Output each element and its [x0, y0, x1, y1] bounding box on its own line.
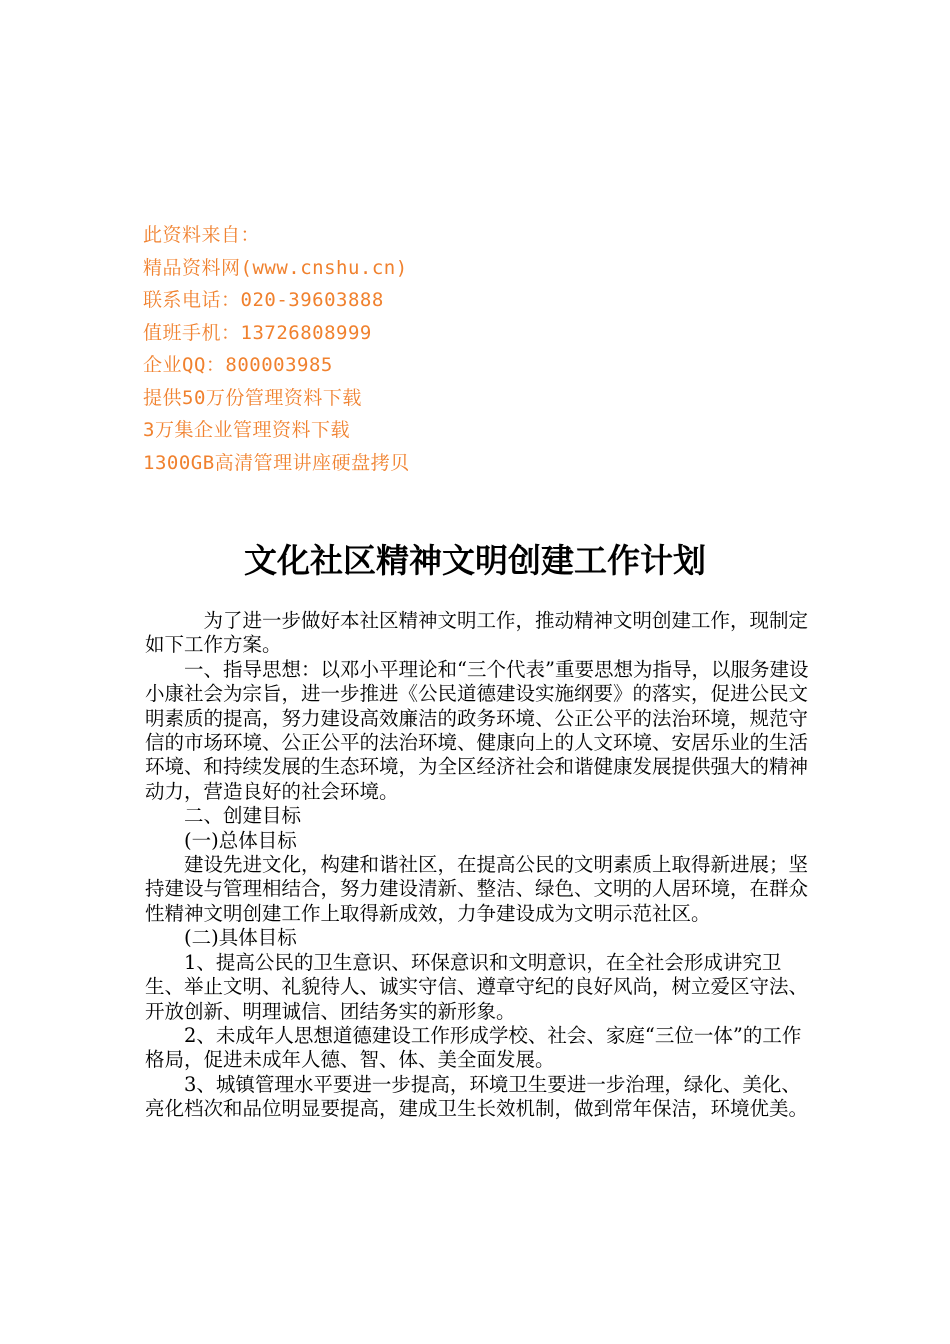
- heading-overall-goal: (一)总体目标: [145, 828, 297, 852]
- source-line-mobile: 值班手机：13726808999: [143, 321, 372, 344]
- paragraph-intro: 为了进一步做好本社区精神文明工作，推动精神文明创建工作，现制定如下工作方案。: [145, 609, 809, 657]
- source-line-intro: 此资料来自：: [143, 224, 261, 246]
- heading-specific-goals: (二)具体目标: [145, 926, 297, 950]
- source-line-qq: 企业QQ：800003985: [143, 354, 333, 376]
- source-line-offer-3: 1300GB高清管理讲座硬盘拷贝: [143, 451, 410, 474]
- source-line-offer-1: 提供50万份管理资料下载: [143, 386, 362, 409]
- source-line-offer-2: 3万集企业管理资料下载: [143, 419, 350, 441]
- source-line-website: 精品资料网(www.cnshu.cn): [143, 256, 408, 279]
- paragraph-guiding-thought: 一、指导思想：以邓小平理论和“三个代表”重要思想为指导，以服务建设小康社会为宗旨，进一步推进《公民道德建设实施纲要》的落实，促进公民文明素质的提高，努力建设高效廉洁的政务环境、公正公平的法治环境，规范守信的市场环境、公正公平的法治环境、健康向上的人文环境、安居乐业的生活环境、和持续发展的生态环境，为全区经济社会和谐健康发展提供强大的精神动力，营造良好的社会环境。: [145, 657, 809, 803]
- paragraph-specific-goal-3: 3、城镇管理水平要进一步提高，环境卫生要进一步治理，绿化、美化、亮化档次和品位明显要提高，建成卫生长效机制，做到常年保洁，环境优美。: [145, 1072, 809, 1121]
- document-title: 文化社区精神文明创建工作计划: [244, 541, 706, 580]
- paragraph-specific-goal-1: 1、提高公民的卫生意识、环保意识和文明意识，在全社会形成讲究卫生、举止文明、礼貌待人、诚实守信、遵章守纪的良好风尚，树立爱区守法、开放创新、明理诚信、团结务实的新形象。: [145, 950, 809, 1023]
- heading-creation-goals: 二、创建目标: [145, 804, 302, 828]
- document-body: [145, 609, 815, 1122]
- source-info-block: [143, 219, 783, 479]
- source-line-phone: 联系电话：020-39603888: [143, 289, 384, 311]
- paragraph-specific-goal-2: 2、未成年人思想道德建设工作形成学校、社会、家庭“三位一体”的工作格局，促进未成年人德、智、体、美全面发展。: [145, 1023, 802, 1072]
- paragraph-overall-goal: 建设先进文化，构建和谐社区，在提高公民的文明素质上取得新进展；坚持建设与管理相结合，努力建设清新、整洁、绿色、文明的人居环境，在群众性精神文明创建工作上取得新成效，力争建设成为文明示范社区。: [145, 853, 809, 925]
